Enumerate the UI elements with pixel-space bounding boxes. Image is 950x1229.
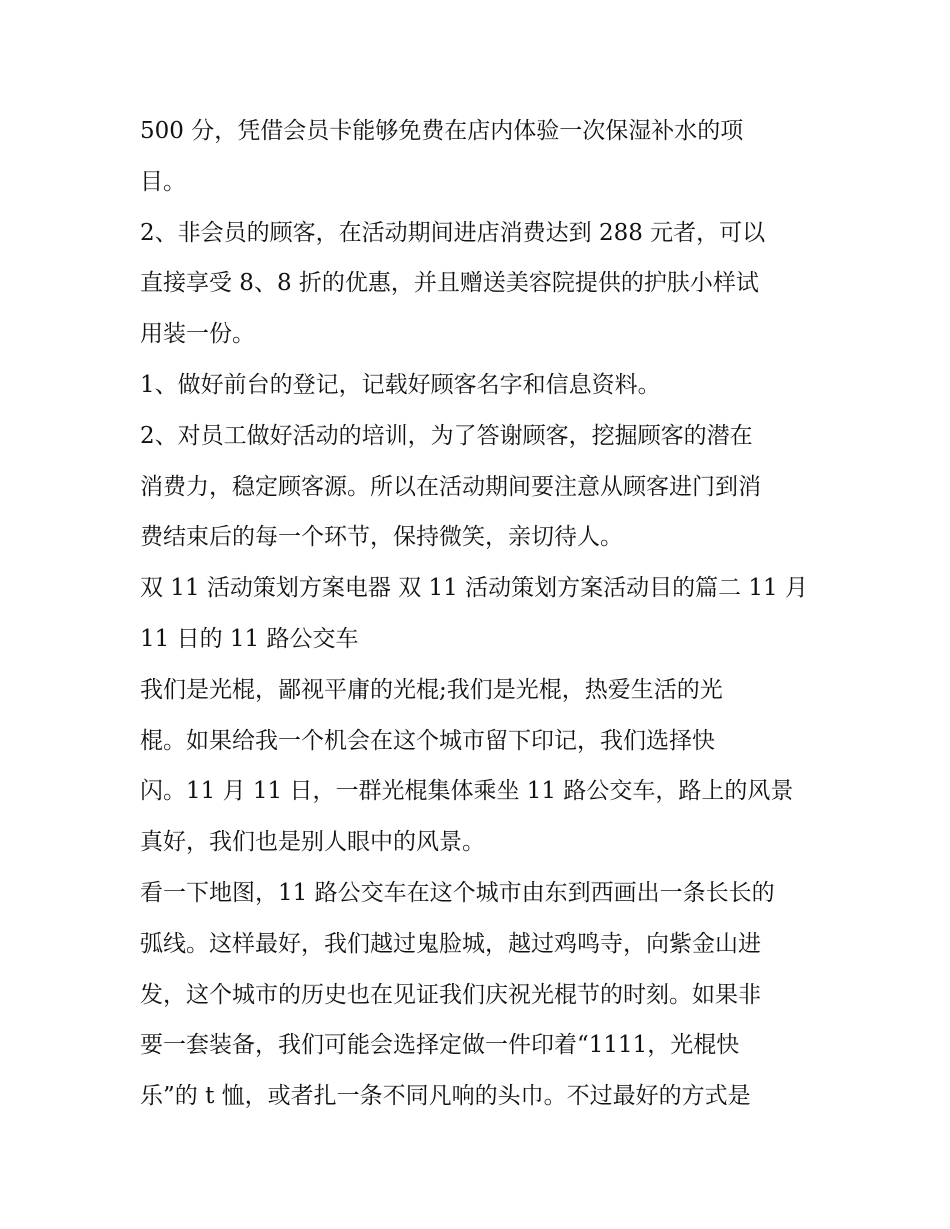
text-line: 1、做好前台的登记，记载好顾客名字和信息资料。 bbox=[140, 371, 661, 398]
text-line: 500 分，凭借会员卡能够免费在店内体验一次保湿补水的项 bbox=[140, 118, 744, 144]
text-line: 闪。11 月 11 日，一群光棍集体乘坐 11 路公交车，路上的风景 bbox=[140, 778, 794, 805]
text-line: 要一套装备，我们可能会选择定做一件印着“1111，光棍快 bbox=[140, 1032, 740, 1059]
text-line: 弧线。这样最好，我们越过鬼脸城，越过鸡鸣寺，向紫金山进 bbox=[140, 930, 761, 957]
text-line: 看一下地图，11 路公交车在这个城市由东到西画出一条长长的 bbox=[140, 879, 775, 906]
text-line: 发，这个城市的历史也在见证我们庆祝光棍节的时刻。如果非 bbox=[140, 981, 761, 1008]
text-line: 消费力，稳定顾客源。所以在活动期间要注意从顾客进门到消 bbox=[140, 473, 761, 500]
section-heading-line: 11 日的 11 路公交车 bbox=[140, 625, 359, 652]
text-line: 用装一份。 bbox=[140, 321, 255, 348]
section-heading-line: 双 11 活动策划方案电器 双 11 活动策划方案活动目的篇二 11 月 bbox=[140, 575, 808, 602]
text-line: 真好，我们也是别人眼中的风景。 bbox=[140, 829, 485, 856]
text-line: 2、非会员的顾客，在活动期间进店消费达到 288 元者，可以 bbox=[140, 219, 766, 246]
document-body-text bbox=[140, 106, 840, 1122]
text-line: 费结束后的每一个环节，保持微笑，亲切待人。 bbox=[140, 524, 623, 551]
text-line: 棍。如果给我一个机会在这个城市留下印记，我们选择快 bbox=[140, 727, 715, 754]
text-line: 2、对员工做好活动的培训，为了答谢顾客，挖掘顾客的潜在 bbox=[140, 422, 753, 449]
text-line: 乐”的 t 恤，或者扎一条不同凡响的头巾。不过最好的方式是 bbox=[140, 1083, 751, 1110]
text-line: 直接享受 8、8 折的优惠，并且赠送美容院提供的护肤小样试 bbox=[140, 270, 759, 297]
text-line: 目。 bbox=[140, 168, 186, 195]
text-line: 我们是光棍，鄙视平庸的光棍;我们是光棍，热爱生活的光 bbox=[140, 676, 723, 703]
